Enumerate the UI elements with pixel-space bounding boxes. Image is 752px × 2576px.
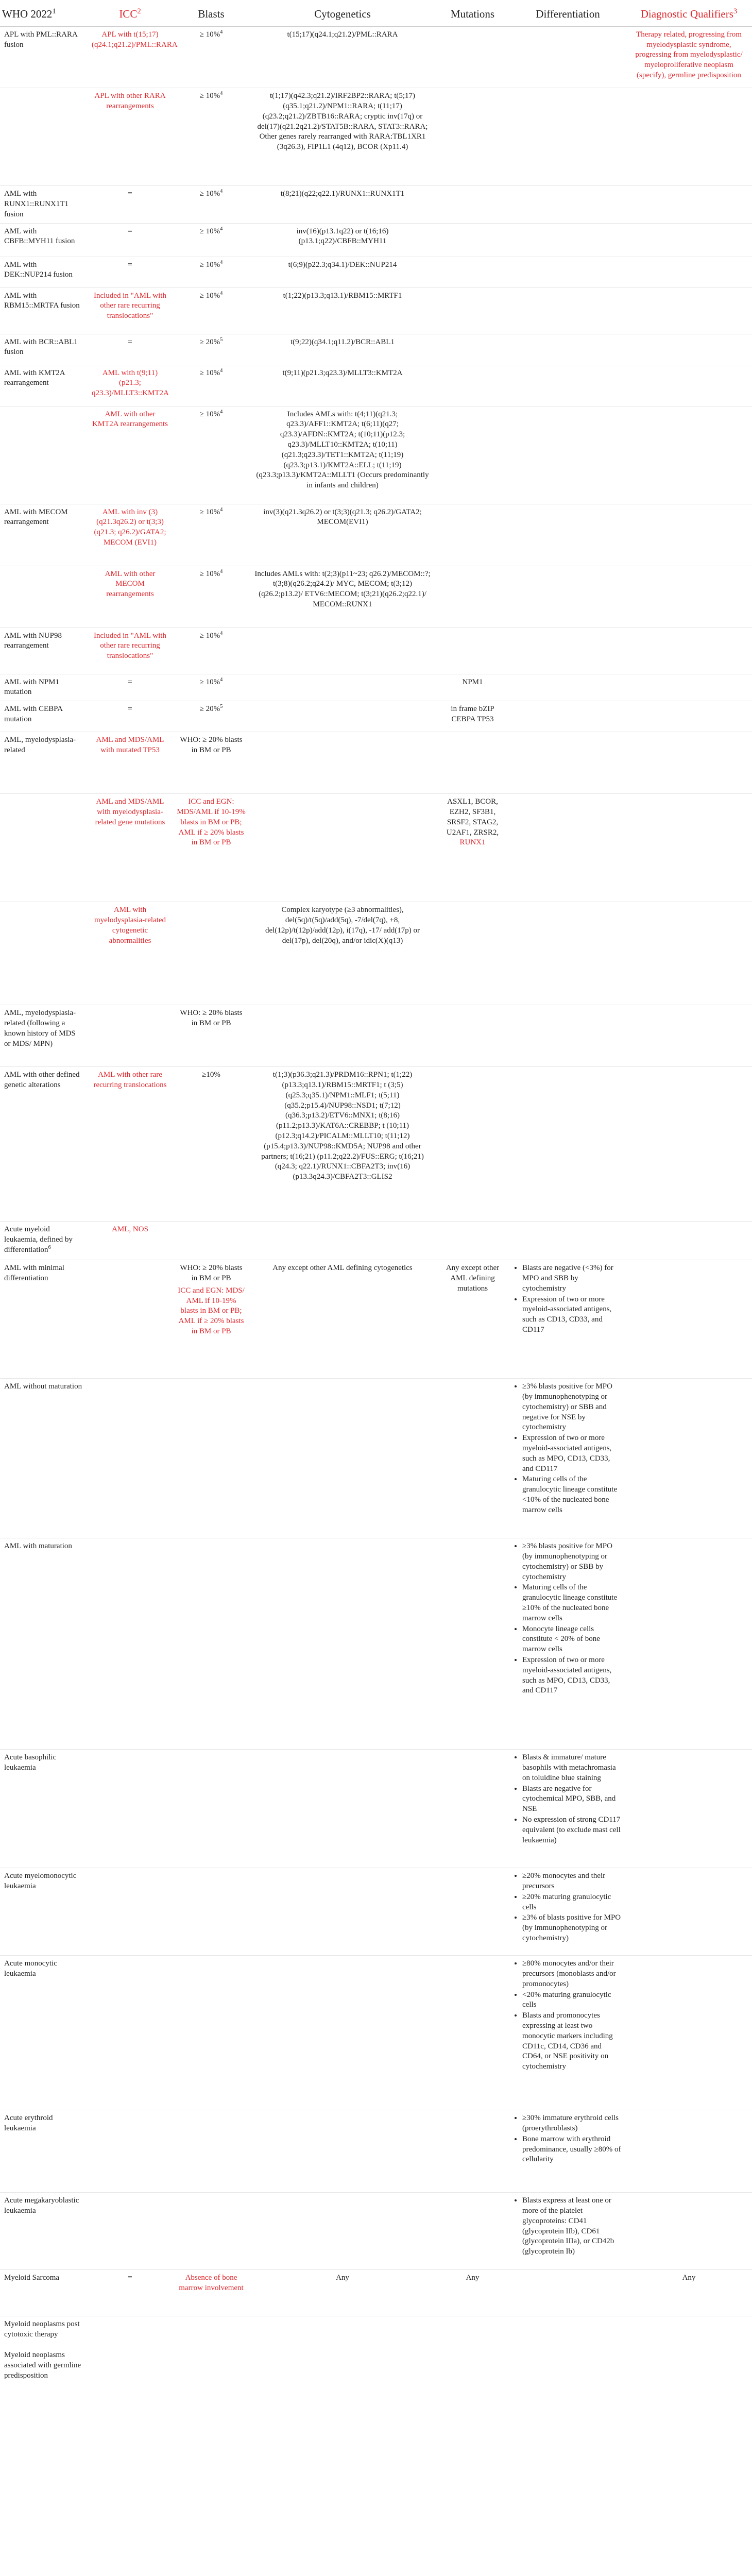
cell-diagnostic-qualifiers [626,223,752,257]
cell-who: AML with DEK::NUP214 fusion [4,260,73,279]
list-item: • ≥3% blasts positive for MPO (by immunophenotyping or cytochemistry) or SBB by cytochemistry [522,1541,622,1582]
table-row [0,365,752,406]
list-item: • Maturing cells of the granulocytic lineage constitute <10% of the nucleated bone marrow cells [522,1475,622,1515]
cell-icc: = [128,227,132,235]
cell-cytogenetics: Any except other AML defining cytogenetics [272,1264,413,1273]
list-item: • Bone marrow with erythroid predominance, usually ≥80% of cellularity [522,2134,622,2165]
table-row [0,902,752,1005]
cell-mutations [435,223,510,257]
table-row [0,1222,752,1260]
cell-cytogenetics: inv(16)(p13.1q22) or t(16;16)(p13.1;q22)/CBFB::MYH11 [296,227,389,246]
cell-diagnostic-qualifiers [626,2316,752,2347]
table-row [0,1067,752,1222]
cell-icc [88,2316,173,2347]
cell-icc [88,2347,173,2388]
cell-blasts: ≥ 10%$^4$ [199,226,223,235]
cell-diagnostic-qualifiers [626,1222,752,1260]
table-row [0,2193,752,2270]
cell-diagnostic-qualifiers [626,1538,752,1750]
cell-cytogenetics: t(9;11)(p21.3;q23.3)/MLLT3::KMT2A [282,368,403,377]
differentiation-list [514,1382,622,1515]
cell-differentiation [510,334,626,365]
table-row [0,2110,752,2193]
cell-who [0,566,88,628]
cell-cytogenetics [250,2110,435,2193]
cell-differentiation [510,2193,626,2270]
cell-mutations [435,628,510,674]
cell-icc [88,1005,173,1067]
cell-icc: AML and MDS/AML with mutated TP53 [96,736,164,754]
cell-blasts: ≥ 20%$^5$ [199,704,223,714]
cell-blasts [173,1379,250,1538]
cell-icc: = [128,2274,132,2282]
cell-mutations [435,2193,510,2270]
table-row [0,504,752,566]
table-row [0,26,752,88]
cell-blasts: ≥ 10%$^4$ [199,676,223,686]
cell-diagnostic-qualifiers [626,1067,752,1222]
cell-cytogenetics: Complex karyotype (≥3 abnormalities), del(5q)/t(5q)/add(5q), -7/del(7q), +8, del(12p)/t(12p)/add(12p), i(17q), -17/ add(17p) or del(17p), del(20q), and/or idic(X)(q13) [265,906,420,945]
cell-differentiation [510,1222,626,1260]
table-row [0,186,752,223]
cell-who: AML with CBFB::MYH11 fusion [4,227,75,246]
cell-mutations [435,334,510,365]
cell-icc: APL with t(15;17)(q24.1;q21.2)/PML::RARA [92,30,178,49]
cell-blasts: ≥ 10%$^4$ [199,367,223,377]
cell-who: AML without maturation [4,1382,82,1391]
cell-differentiation [510,732,626,794]
cell-who: Acute basophilic leukaemia [4,1753,57,1772]
cell-icc [88,1956,173,2110]
cell-who [0,794,88,902]
cell-icc: AML with other rare recurring translocations [93,1071,167,1089]
cell-icc: APL with other RARA rearrangements [94,92,166,111]
cell-differentiation [510,1868,626,1956]
cell-blasts: ≥ 10%$^4$ [199,189,223,198]
cell-blasts [173,2193,250,2270]
cell-icc: AML with myelodysplasia-related cytogenetic abnormalities [94,906,166,945]
cell-differentiation [510,223,626,257]
cell-diagnostic-qualifiers [626,2347,752,2388]
cell-differentiation [510,365,626,406]
cell-blasts: ≥ 10%$^4$ [199,259,223,269]
table-row [0,2270,752,2316]
list-item: • ≥80% monocytes and/or their precursors (monoblasts and/or promonocytes) [522,1959,622,1989]
cell-icc [88,1260,173,1379]
cell-who: AML with maturation [4,1542,72,1551]
cell-cytogenetics [250,1222,435,1260]
cell-mutations [435,2316,510,2347]
differentiation-list [514,1871,622,1944]
cell-diagnostic-qualifiers [626,504,752,566]
cell-diagnostic-qualifiers [626,1005,752,1067]
cell-icc: = [128,190,132,198]
table-row [0,287,752,334]
cell-cytogenetics [250,674,435,701]
table-row [0,701,752,732]
cell-who: AML, myelodysplasia-related [4,736,76,754]
cell-mutations: Any [466,2274,480,2282]
cell-cytogenetics: t(9;22)(q34.1;q11.2)/BCR::ABL1 [290,337,395,346]
cell-mutations [435,1067,510,1222]
cell-who: AML with NPM1 mutation [4,677,59,697]
cell-mutations: NPM1 [462,677,483,686]
cell-diagnostic-qualifiers [626,674,752,701]
cell-blasts: ≥ 10%$^4$ [199,506,223,516]
cell-icc: = [128,260,132,269]
cell-who: Myeloid neoplasms post cytotoxic therapy [4,2320,80,2338]
header-blasts: Blasts [173,0,250,26]
header-diagnostic-qualifiers: Diagnostic Qualifiers$^3$ [626,0,752,26]
cell-who: AML with RBM15::MRTFA fusion [4,291,80,310]
table-header-row [0,0,752,26]
cell-who: APL with PML::RARA fusion [4,30,77,49]
cell-differentiation [510,566,626,628]
cell-mutations [435,2347,510,2388]
list-item: • Expression of two or more myeloid-associated antigens, such as MPO, CD13, CD33, and CD117 [522,1655,622,1696]
cell-who [0,902,88,1005]
list-item: • ≥20% monocytes and their precursors [522,1871,622,1892]
cell-blasts [173,1538,250,1750]
cell-blasts: ≥ 10%$^4$ [199,409,223,418]
cell-cytogenetics [250,794,435,902]
cell-diagnostic-qualifiers [626,406,752,504]
cell-who [0,406,88,504]
differentiation-list [514,2196,622,2257]
cell-diagnostic-qualifiers [626,1750,752,1868]
cell-mutations [435,365,510,406]
cell-who: AML, myelodysplasia-related (following a known history of MDS or MDS/ MPN) [4,1009,76,1048]
cell-differentiation [510,1005,626,1067]
cell-differentiation [510,2347,626,2388]
table-row [0,406,752,504]
cell-differentiation [510,1379,626,1538]
cell-mutations [435,257,510,287]
cell-who: Acute erythroid leukaemia [4,2114,53,2132]
differentiation-list [514,1263,622,1335]
cell-diagnostic-qualifiers [626,1956,752,2110]
cell-differentiation [510,257,626,287]
cell-diagnostic-qualifiers [626,566,752,628]
cell-who: AML with minimal differentiation [4,1264,64,1282]
cell-cytogenetics: inv(3)(q21.3q26.2) or t(3;3)(q21.3; q26.2)/GATA2; MECOM(EVI1) [263,507,422,527]
cell-mutations [435,26,510,88]
cell-icc [88,2193,173,2270]
cell-mutations [435,504,510,566]
table-row [0,566,752,628]
cell-diagnostic-qualifiers: Therapy related, progressing from myelodysplastic syndrome, progressing from myelodysplastic/ myeloproliferative neoplasm (specify), germline predisposition [635,30,743,79]
cell-differentiation [510,674,626,701]
cell-mutations: Any except other AML defining mutations [446,1264,500,1293]
cell-who: AML with MECOM rearrangement [4,507,68,527]
cell-differentiation [510,2270,626,2316]
cell-mutations [435,186,510,223]
cell-icc: AML, NOS [112,1225,148,1234]
cell-differentiation [510,628,626,674]
cell-cytogenetics [250,701,435,732]
table-row [0,223,752,257]
cell-blasts: ≥10% [202,1071,220,1079]
list-item: • Blasts are negative (<3%) for MPO and SBB by cytochemistry [522,1263,622,1294]
header-mutations: Mutations [435,0,510,26]
cell-differentiation [510,794,626,902]
cell-cytogenetics: t(6;9)(p22.3;q34.1)/DEK::NUP214 [288,260,397,269]
cell-icc: AML with other KMT2A rearrangements [92,410,168,429]
table-row [0,1260,752,1379]
cell-differentiation [510,504,626,566]
list-item: • <20% maturing granulocytic cells [522,1990,622,2011]
cell-who: AML with NUP98 rearrangement [4,631,62,650]
cell-cytogenetics: t(15;17)(q24.1;q21.2)/PML::RARA [287,30,398,39]
list-item: • ≥20% maturing granulocytic cells [522,1892,622,1913]
cell-mutations [435,732,510,794]
cell-cytogenetics: Any [336,2274,349,2282]
differentiation-list [514,1959,622,2072]
cell-mutations [435,1868,510,1956]
list-item: • Blasts & immature/ mature basophils with metachromasia on toluidine blue staining [522,1753,622,1783]
cell-cytogenetics [250,1868,435,1956]
cell-icc: = [128,337,132,346]
cell-blasts [173,902,250,1005]
cell-cytogenetics [250,1379,435,1538]
table-row [0,1750,752,1868]
cell-who: Myeloid neoplasms associated with germline predisposition [4,2351,81,2380]
cell-mutations [435,2110,510,2193]
cell-differentiation [510,2316,626,2347]
cell-blasts: ICC and EGN: MDS/AML if 10-19% blasts in BM or PB; AML if ≥ 20% blasts in BM or PB [177,798,246,847]
cell-mutations: in frame bZIP CEBPA TP53 [451,705,494,723]
cell-diagnostic-qualifiers [626,794,752,902]
cell-icc: AML with t(9;11)(p21.3; q23.3)/MLLT3::KMT2A [92,368,169,398]
table-row [0,1379,752,1538]
cell-diagnostic-qualifiers [626,2193,752,2270]
cell-mutations [435,406,510,504]
table-row [0,2316,752,2347]
list-item: • No expression of strong CD117 equivalent (to exclude mast cell leukaemia) [522,1815,622,1845]
table-body [0,26,752,2388]
cell-mutations [435,1222,510,1260]
cell-cytogenetics: t(1;3)(p36.3;q21.3)/PRDM16::RPN1; t(1;22)(p13.3;q13.1)/RBM15::MRTF1; t (3;5)(q25.3;q35.1)/NPM1::MLF1; t(5;11) (q35.2;p15.4)/NUP98::NSD1; t(7;12) (q36.3;p13.2)/ETV6::MNX1; t(8;16) (p11.2;p13.3)/KAT6A::CREBBP; t (10;11)(p12.3;q14.2)/PICALM::MLLT10; t(11;12)(p15.4;p13.3)/NUP98::KMD5A; NUP98 and other partners; t(16;21) (p11.2;q22.2)/FUS::ERG; t(16;21)(q24.3; q22.1)/RUNX1::CBFA2T3; inv(16) (p13.3q24.3)/CBFA2T3::GLIS2 [261,1071,424,1181]
cell-who: Myeloid Sarcoma [4,2274,60,2282]
cell-differentiation [510,701,626,732]
differentiation-list [514,2113,622,2165]
cell-cytogenetics [250,1005,435,1067]
cell-differentiation [510,1750,626,1868]
differentiation-list [514,1753,622,1845]
table-row [0,1956,752,2110]
cell-differentiation [510,406,626,504]
cell-cytogenetics: Includes AMLs with: t(2;3)(p11~23; q26.2)/MECOM::?; t(3;8)(q26.2;q24.2)/ MYC, MECOM; t(3;12)(q26.2;p13.2)/ ETV6::MECOM; t(3;21)(q26.2;q22.1)/ MECOM::RUNX1 [254,569,431,608]
cell-diagnostic-qualifiers [626,334,752,365]
cell-cytogenetics [250,1956,435,2110]
cell-mutations [435,1005,510,1067]
cell-diagnostic-qualifiers [626,287,752,334]
header-who: WHO 2022$^1$ [0,0,88,26]
cell-who [0,88,88,186]
cell-cytogenetics: t(1;17)(q42.3;q21.2)/IRF2BP2::RARA; t(5;17)(q35.1;q21.2)/NPM1::RARA; t(11;17)(q23.2;q21.2)/ZBTB16::RARA; cryptic inv(17q) or del(17)(q21.2q21.2)/STAT5B::RARA, STAT3::RARA; Other genes rarely rearranged with RARA:TBL1XR1 (3q26.3), FIP1L1 (4q12), BCOR (Xp11.4) [257,92,428,151]
cell-who: Acute myelomonocytic leukaemia [4,1872,77,1890]
cell-mutations [435,902,510,1005]
cell-mutations [435,88,510,186]
cell-blasts [173,2347,250,2388]
cell-diagnostic-qualifiers [626,2110,752,2193]
table-row [0,1538,752,1750]
cell-icc: = [128,705,132,714]
table-row [0,334,752,365]
header-cytogenetics: Cytogenetics [250,0,435,26]
cell-blasts: WHO: ≥ 20% blasts in BM or PB ICC and EGN: MDS/ AML if 10-19% blasts in BM or PB; AML if ≥ 20% blasts in BM or PB [178,1264,245,1335]
table-row [0,1868,752,1956]
cell-who: AML with KMT2A rearrangement [4,368,65,387]
table-row [0,732,752,794]
cell-diagnostic-qualifiers [626,257,752,287]
cell-cytogenetics [250,1538,435,1750]
cell-diagnostic-qualifiers [626,701,752,732]
cell-blasts: ≥ 10%$^4$ [199,29,223,39]
cell-who: AML with CEBPA mutation [4,705,63,723]
cell-cytogenetics [250,2347,435,2388]
cell-mutations: ASXL1, BCOR, EZH2, SF3B1, SRSF2, STAG2, U2AF1, ZRSR2, RUNX1 [446,798,499,847]
cell-blasts [173,1222,250,1260]
table-row [0,257,752,287]
cell-mutations [435,1750,510,1868]
cell-blasts: ≥ 10%$^4$ [199,568,223,578]
list-item: • Expression of two or more myeloid-associated antigens, such as CD13, CD33, and CD117 [522,1295,622,1335]
cell-mutations [435,1538,510,1750]
cell-cytogenetics [250,628,435,674]
table-row [0,2347,752,2388]
cell-differentiation [510,88,626,186]
cell-icc [88,1538,173,1750]
cell-mutations [435,287,510,334]
list-item: • Monocyte lineage cells constitute < 20% of bone marrow cells [522,1624,622,1655]
cell-who: AML with other defined genetic alterations [4,1071,80,1089]
cell-diagnostic-qualifiers [626,186,752,223]
cell-blasts [173,2110,250,2193]
cell-blasts: WHO: ≥ 20% blasts in BM or PB [180,736,243,754]
cell-differentiation [510,186,626,223]
list-item: • Maturing cells of the granulocytic lineage constitute ≥10% of the nucleated bone marrow cells [522,1583,622,1623]
header-differentiation: Differentiation [510,0,626,26]
cell-blasts [173,1868,250,1956]
list-item: • ≥3% blasts positive for MPO (by immunophenotyping or cytochemistry) or SBB and negative for NSE by cytochemistry [522,1382,622,1433]
cell-cytogenetics [250,2193,435,2270]
list-item: • Expression of two or more myeloid-associated antigens, such as MPO, CD13, CD33, and CD117 [522,1433,622,1474]
cell-differentiation [510,1067,626,1222]
cell-mutations [435,1956,510,2110]
cell-differentiation [510,2110,626,2193]
list-item: • Blasts are negative for cytochemical MPO, SBB, and NSE [522,1784,622,1815]
cell-icc [88,2110,173,2193]
cell-cytogenetics: Includes AMLs with: t(4;11)(q21.3; q23.3)/AFF1::KMT2A; t(6;11)(q27; q23.3)/AFDN::KMT2A; t(10;11)(p12.3; q23.3)/MLLT10::KMT2A; t(10;11) (q21.3;q23.3)/TET1::KMT2A; t(11;19) (q23.3;p13.1)/KMT2A::ELL; t(11;19) (q23.3;p13.3)/KMT2A::MLLT1 (Occurs predominantly in infants and children) [256,410,429,490]
cell-differentiation [510,1956,626,2110]
cell-differentiation [510,287,626,334]
table-row [0,88,752,186]
cell-cytogenetics [250,732,435,794]
list-item: • Blasts express at least one or more of the platelet glycoproteins: CD41 (glycoprotein IIb), CD61 (glycoprotein IIIa), or CD42b (glycoprotein Ib) [522,2196,622,2257]
cell-mutations [435,1379,510,1538]
cell-icc: AML with other MECOM rearrangements [105,569,156,599]
header-icc: ICC$^2$ [88,0,173,26]
cell-blasts [173,2316,250,2347]
table-row [0,794,752,902]
cell-icc: AML and MDS/AML with myelodysplasia-related gene mutations [95,798,165,826]
cell-icc: Included in "AML with other rare recurring translocations" [94,631,166,660]
cell-who: AML with BCR::ABL1 fusion [4,337,78,357]
cell-differentiation [510,1538,626,1750]
list-item: • ≥30% immature erythroid cells (proerythroblasts) [522,2113,622,2134]
cell-blasts: ≥ 10%$^4$ [199,630,223,640]
cell-blasts: Absence of bone marrow involvement [179,2274,244,2292]
cell-who: Acute myeloid leukaemia, defined by differentiation$^6$ [4,1225,73,1254]
cell-cytogenetics [250,2316,435,2347]
cell-blasts: ≥ 10%$^4$ [199,290,223,300]
cell-icc: = [128,677,132,686]
cell-diagnostic-qualifiers [626,1868,752,1956]
cell-who: AML with RUNX1::RUNX1T1 fusion [4,190,69,218]
cell-mutations [435,566,510,628]
cell-diagnostic-qualifiers [626,628,752,674]
cell-diagnostic-qualifiers [626,1260,752,1379]
differentiation-list [514,1541,622,1696]
cell-differentiation [510,26,626,88]
cell-blasts: ≥ 10%$^4$ [199,91,223,100]
cell-icc: Included in "AML with other rare recurring translocations" [94,291,166,320]
cell-diagnostic-qualifiers [626,902,752,1005]
table-row [0,674,752,701]
cell-who: Acute monocytic leukaemia [4,1959,57,1978]
cell-diagnostic-qualifiers [626,365,752,406]
cell-icc: AML with inv (3)(q21.3q26.2) or t(3;3)(q21.3; q26.2)/GATA2; MECOM (EVI1) [94,507,166,547]
cell-icc [88,1379,173,1538]
table-row [0,1005,752,1067]
cell-diagnostic-qualifiers [626,732,752,794]
cell-icc [88,1750,173,1868]
cell-differentiation [510,902,626,1005]
list-item: • Blasts and promonocytes expressing at least two monocytic markers including CD11c, CD14, CD36 and CD64, or NSE positivity on cytochemistry [522,2011,622,2072]
cell-diagnostic-qualifiers [626,88,752,186]
cell-blasts [173,1750,250,1868]
list-item: • ≥3% of blasts positive for MPO (by immunophenotyping or cytochemistry) [522,1913,622,1943]
table-row [0,628,752,674]
cell-cytogenetics: t(8;21)(q22;q22.1)/RUNX1::RUNX1T1 [280,190,405,198]
cell-diagnostic-qualifiers [626,1379,752,1538]
cell-who: Acute megakaryoblastic leukaemia [4,2196,79,2215]
cell-diagnostic-qualifiers: Any [682,2274,696,2282]
cell-blasts: WHO: ≥ 20% blasts in BM or PB [180,1009,243,1027]
cell-cytogenetics: t(1;22)(p13.3;q13.1)/RBM15::MRTF1 [283,291,402,300]
cell-differentiation [510,1260,626,1379]
cell-cytogenetics [250,1750,435,1868]
cell-icc [88,1868,173,1956]
cell-blasts: ≥ 20%$^5$ [199,336,223,346]
cell-blasts [173,1956,250,2110]
